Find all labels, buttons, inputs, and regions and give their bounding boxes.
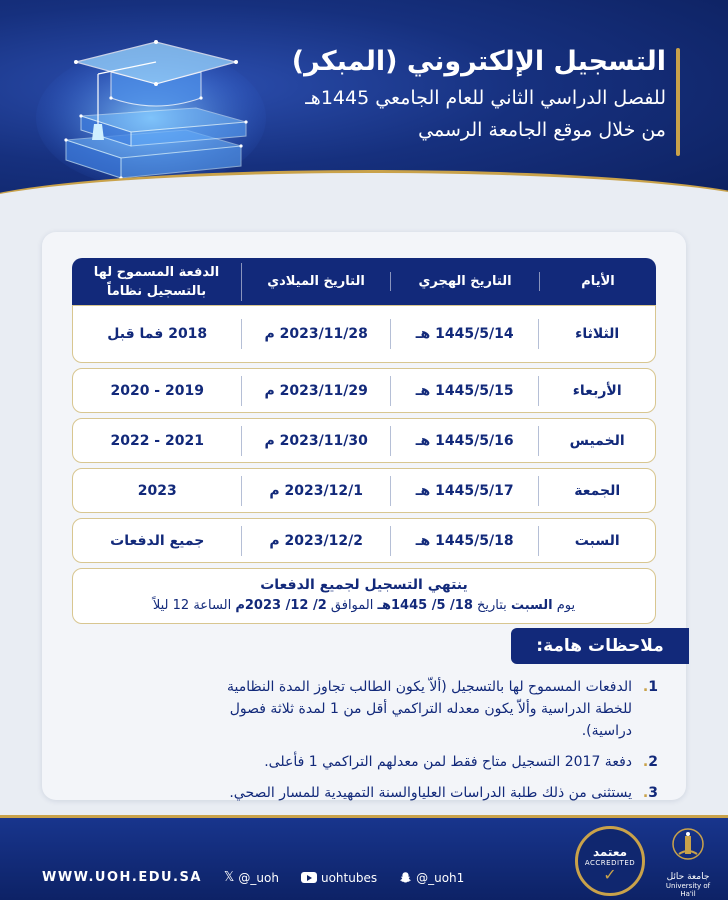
cell-gregorian: 2023/11/30 م: [242, 426, 390, 456]
cell-gregorian: 2023/11/29 م: [242, 376, 390, 406]
cell-gregorian: 2023/12/1 م: [242, 476, 390, 506]
table-row: [72, 418, 656, 463]
table-header: [72, 258, 656, 305]
header-gregorian: التاريخ الميلادي: [242, 272, 391, 291]
content-card: [42, 232, 686, 800]
end-day: السبت: [510, 598, 553, 613]
cell-hijri: 1445/5/18 هـ: [391, 526, 539, 556]
cell-day: الأربعاء: [572, 382, 622, 399]
header-batch: الدفعة المسموح لها بالتسجيل نظاماً: [72, 263, 242, 301]
snapchat-link[interactable]: [399, 871, 464, 885]
table-row: [72, 468, 656, 513]
header-text: [266, 42, 666, 146]
cell-day: الثلاثاء: [575, 326, 620, 342]
website-link[interactable]: WWW.UOH.EDU.SA: [42, 870, 202, 885]
cell-batch: 2019 - 2020: [73, 376, 242, 406]
table-row: [72, 518, 656, 563]
header-banner: [0, 0, 728, 215]
cell-hijri: 1445/5/16 هـ: [391, 426, 539, 456]
registration-end-box: [72, 568, 656, 624]
cell-day: الجمعة: [574, 482, 621, 499]
snapchat-icon: [399, 871, 412, 884]
note-number: 2: [648, 754, 658, 770]
x-handle: @_uoh: [238, 870, 279, 885]
x-link[interactable]: [224, 870, 279, 885]
accreditation-badge: [575, 826, 645, 896]
snapchat-handle: @_uoh1: [416, 870, 465, 885]
note-number: 1: [648, 679, 658, 695]
university-logo: [660, 826, 716, 898]
gold-accent-bar: [676, 48, 680, 156]
end-day-prefix: يوم: [556, 598, 576, 613]
cell-gregorian: 2023/12/2 م: [242, 526, 390, 556]
badge-arabic: معتمد: [592, 845, 628, 859]
table-row: [72, 305, 656, 363]
youtube-link[interactable]: [301, 871, 377, 885]
university-name-en: University of Ha'il: [665, 882, 711, 898]
notes-heading: ملاحظات هامة:: [511, 628, 689, 664]
cell-day: السبت: [574, 532, 620, 549]
notes-list: [192, 676, 658, 813]
note-item: 3. يستثنى من ذلك طلبة الدراسات العلياوالسنة التمهيدية للمسار الصحي.: [192, 782, 658, 804]
header-hijri: التاريخ الهجري: [391, 272, 540, 291]
end-detail: [73, 595, 655, 617]
table-row: [72, 368, 656, 413]
cell-day: الخميس: [569, 432, 625, 449]
cell-batch: 2021 - 2022: [73, 426, 242, 456]
cell-hijri: 1445/5/17 هـ: [391, 476, 539, 506]
cell-batch: 2023: [73, 476, 242, 506]
header-day: الأيام: [581, 274, 615, 289]
note-text: دفعة 2017 التسجيل متاح فقط لمن معدلهم التراكمي 1 فأعلى.: [264, 754, 632, 770]
graduation-cap-books-icon: [36, 28, 266, 188]
cell-hijri: 1445/5/15 هـ: [391, 376, 539, 406]
youtube-handle: uohtubes: [320, 870, 378, 885]
page-title: التسجيل الإلكتروني (المبكر): [291, 46, 666, 77]
cell-gregorian: 2023/11/28 م: [242, 319, 390, 349]
schedule-table: [72, 258, 656, 624]
end-time: الساعة 12 ليلاً: [152, 598, 232, 613]
end-title: ينتهي التسجيل لجميع الدفعات: [260, 577, 468, 593]
youtube-icon: [301, 872, 317, 883]
note-item: 1. الدفعات المسموح لها بالتسجيل (ألاّ يكون الطالب تجاوز المدة النظامية للخطة الدراسية وألاّ يكون معدله التراكمي أقل من 1 لمدة ثلاثة فصول دراسية).: [192, 676, 658, 742]
footer-bar: [0, 815, 728, 900]
end-corresponding: الموافق: [330, 598, 374, 613]
end-hijri: 18/ 5/ 1445هـ: [377, 598, 473, 613]
note-text: يستثنى من ذلك طلبة الدراسات العلياوالسنة التمهيدية للمسار الصحي.: [229, 785, 632, 801]
university-name-ar: جامعة حائل: [666, 872, 710, 882]
social-links: [42, 870, 464, 885]
end-date-label: بتاريخ: [477, 598, 507, 613]
check-icon: ✓: [603, 865, 617, 884]
cell-hijri: 1445/5/14 هـ: [391, 319, 539, 349]
x-logo-icon: 𝕏: [223, 870, 235, 885]
note-item: 2. دفعة 2017 التسجيل متاح فقط لمن معدلهم التراكمي 1 فأعلى.: [192, 751, 658, 773]
university-emblem-icon: [671, 826, 705, 866]
cell-batch: 2018 فما قبل: [73, 319, 242, 349]
cell-batch: جميع الدفعات: [73, 526, 242, 556]
page-subtitle-site: من خلال موقع الجامعة الرسمي: [418, 119, 666, 141]
note-number: 3: [648, 785, 658, 801]
note-text: الدفعات المسموح لها بالتسجيل (ألاّ يكون الطالب تجاوز المدة النظامية للخطة الدراسية وألاّ يكون معدله التراكمي أقل من 1 لمدة ثلاثة فصول دراسية).: [227, 679, 632, 739]
end-gregorian: 2/ 12/ 2023م: [235, 598, 327, 613]
page-subtitle: للفصل الدراسي الثاني للعام الجامعي 1445هـ: [305, 87, 666, 109]
badge-english: ACCREDITED: [584, 859, 636, 867]
